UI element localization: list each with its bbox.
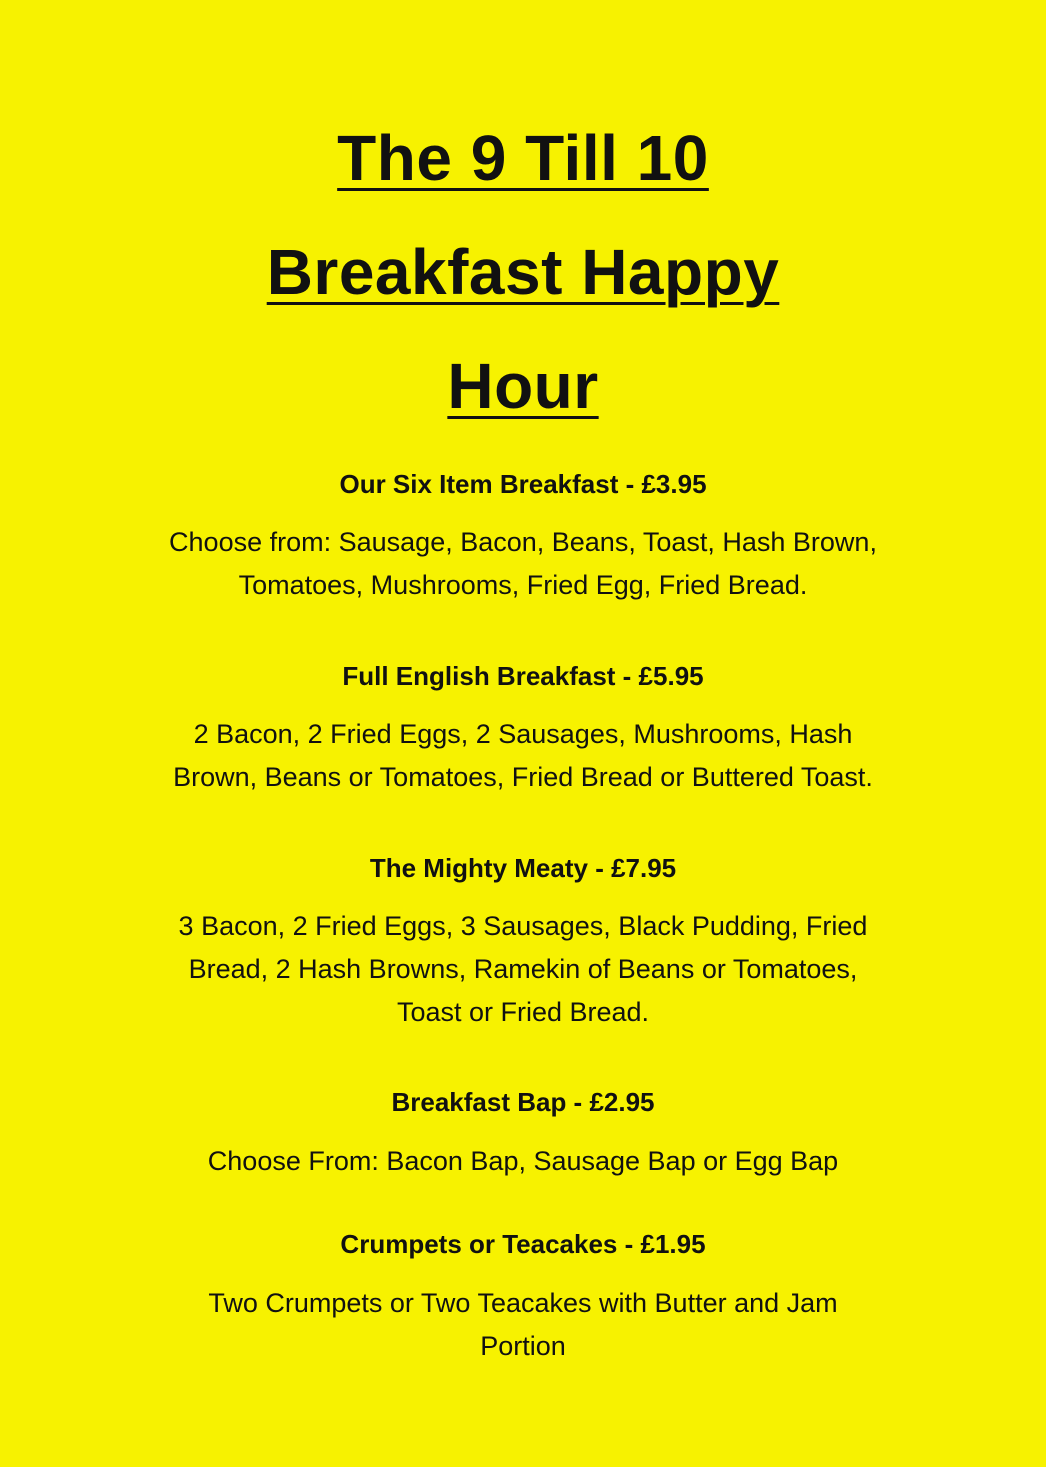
description-line: Portion [480,1331,566,1361]
description-line: Choose From: Bacon Bap, Sausage Bap or Egg Bap [207,1146,839,1176]
title-line-3: Hour [447,350,599,422]
item-description-full-english [100,713,946,799]
title-line-2: Breakfast Happy [266,236,780,308]
item-description-crumpets-teacakes [100,1282,946,1368]
item-heading-full-english: Full English Breakfast - £5.95 [342,661,704,691]
item-heading-mighty-meaty: The Mighty Meaty - £7.95 [369,853,677,883]
description-line: 2 Bacon, 2 Fried Eggs, 2 Sausages, Mushrooms, Hash [193,719,853,749]
description-line: Toast or Fried Bread. [396,997,650,1027]
item-description-mighty-meaty [100,905,946,1034]
item-heading-crumpets-teacakes: Crumpets or Teacakes - £1.95 [340,1229,706,1259]
description-line: Tomatoes, Mushrooms, Fried Egg, Fried Bread. [238,570,808,600]
title-line-1: The 9 Till 10 [337,122,709,194]
description-line: Two Crumpets or Two Teacakes with Butter and Jam [208,1288,838,1318]
description-line: Brown, Beans or Tomatoes, Fried Bread or Buttered Toast. [173,762,873,792]
description-line: Bread, 2 Hash Browns, Ramekin of Beans or Tomatoes, [188,954,858,984]
description-line: 3 Bacon, 2 Fried Eggs, 3 Sausages, Black Pudding, Fried [178,911,868,941]
item-heading-six-item-breakfast: Our Six Item Breakfast - £3.95 [339,469,707,499]
item-heading-breakfast-bap: Breakfast Bap - £2.95 [391,1087,655,1117]
item-description-six-item-breakfast [100,521,946,607]
item-description-breakfast-bap [100,1140,946,1183]
description-line: Choose from: Sausage, Bacon, Beans, Toast, Hash Brown, [169,527,877,557]
